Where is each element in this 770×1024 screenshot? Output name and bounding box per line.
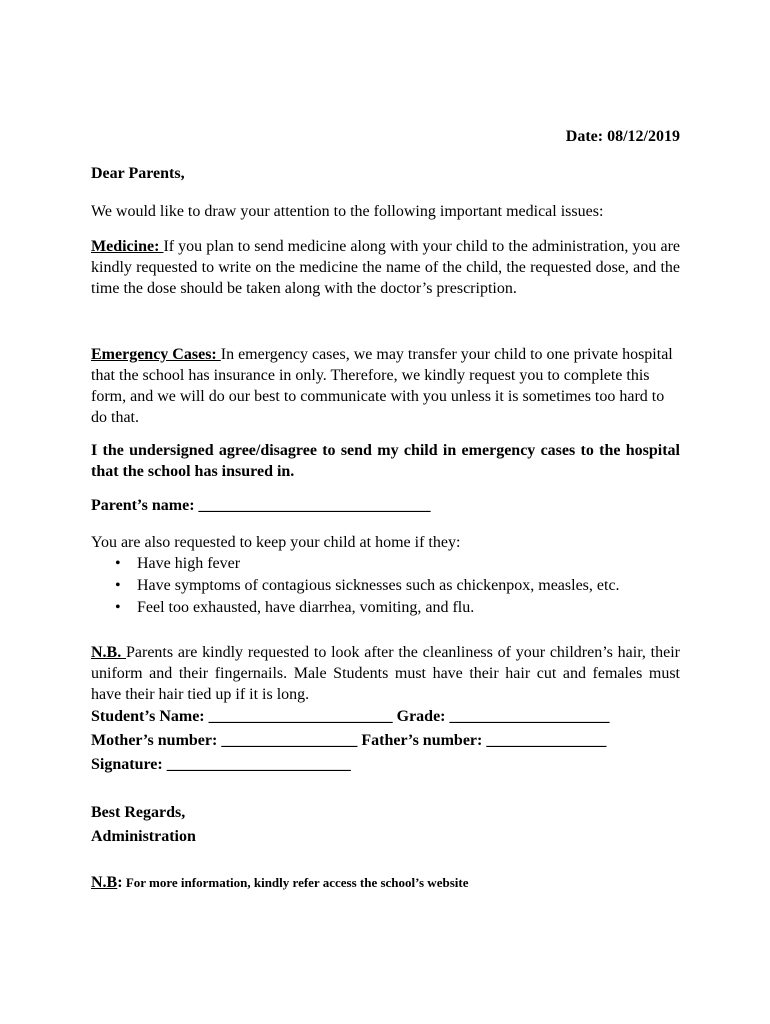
emergency-label: Emergency Cases: [91, 346, 221, 363]
footer-colon: : [117, 874, 123, 891]
nb-label: N.B. [91, 644, 126, 661]
signature-field: Signature: _______________________ [91, 756, 351, 773]
best-regards: Best Regards, [91, 804, 186, 821]
medicine-label: Medicine: [91, 238, 164, 255]
bullet-icon: • [115, 577, 121, 594]
list-item [91, 597, 680, 619]
sender-name: Administration [91, 828, 196, 845]
footer-note [91, 872, 680, 893]
list-item-text: Have high fever [137, 555, 241, 572]
bullet-icon: • [115, 599, 121, 616]
emergency-text: In emergency cases, we may transfer your child to one private hospital that the school has insurance in only. Therefore, we kindly request you to complete this form, and we will do our best to communicate with you unless it is sometimes too hard to do that. [91, 346, 673, 426]
list-item [91, 553, 680, 575]
list-item-text: Have symptoms of contagious sicknesses such as chickenpox, measles, etc. [137, 577, 620, 594]
footer-text: For more information, kindly refer access the school’s website [122, 875, 469, 890]
medicine-paragraph [91, 236, 680, 299]
home-intro: You are also requested to keep your child at home if they: [91, 534, 461, 551]
nb-text: Parents are kindly requested to look after the cleanliness of your children’s hair, their uniform and their fingernails. Male Students must have their hair cut and females must have their hair tied up if it is long. [91, 644, 680, 703]
intro-paragraph: We would like to draw your attention to the following important medical issues: [91, 203, 604, 220]
footer-label: N.B [91, 874, 118, 891]
nb-paragraph [91, 642, 680, 705]
letter-date: Date: 08/12/2019 [565, 128, 680, 145]
parent-name-field: Parent’s name: _____________________________ [91, 497, 431, 514]
emergency-paragraph [91, 344, 680, 428]
list-item [91, 575, 680, 597]
greeting: Dear Parents, [91, 165, 185, 182]
medicine-text: If you plan to send medicine along with your child to the administration, you are kindly requested to write on the medicine the name of the child, the requested dose, and the time the dose should be taken along with the doctor’s prescription. [91, 238, 680, 297]
symptom-list [91, 553, 680, 619]
parents-number-field: Mother’s number: _________________ Father’s number: _______________ [91, 732, 607, 749]
agreement-statement: I the undersigned agree/disagree to send my child in emergency cases to the hospital that the school has insured in. [91, 442, 680, 480]
home-section [91, 532, 680, 619]
student-name-field: Student’s Name: _______________________ Grade: ____________________ [91, 708, 610, 725]
list-item-text: Feel too exhausted, have diarrhea, vomiting, and flu. [137, 599, 475, 616]
bullet-icon: • [115, 555, 121, 572]
